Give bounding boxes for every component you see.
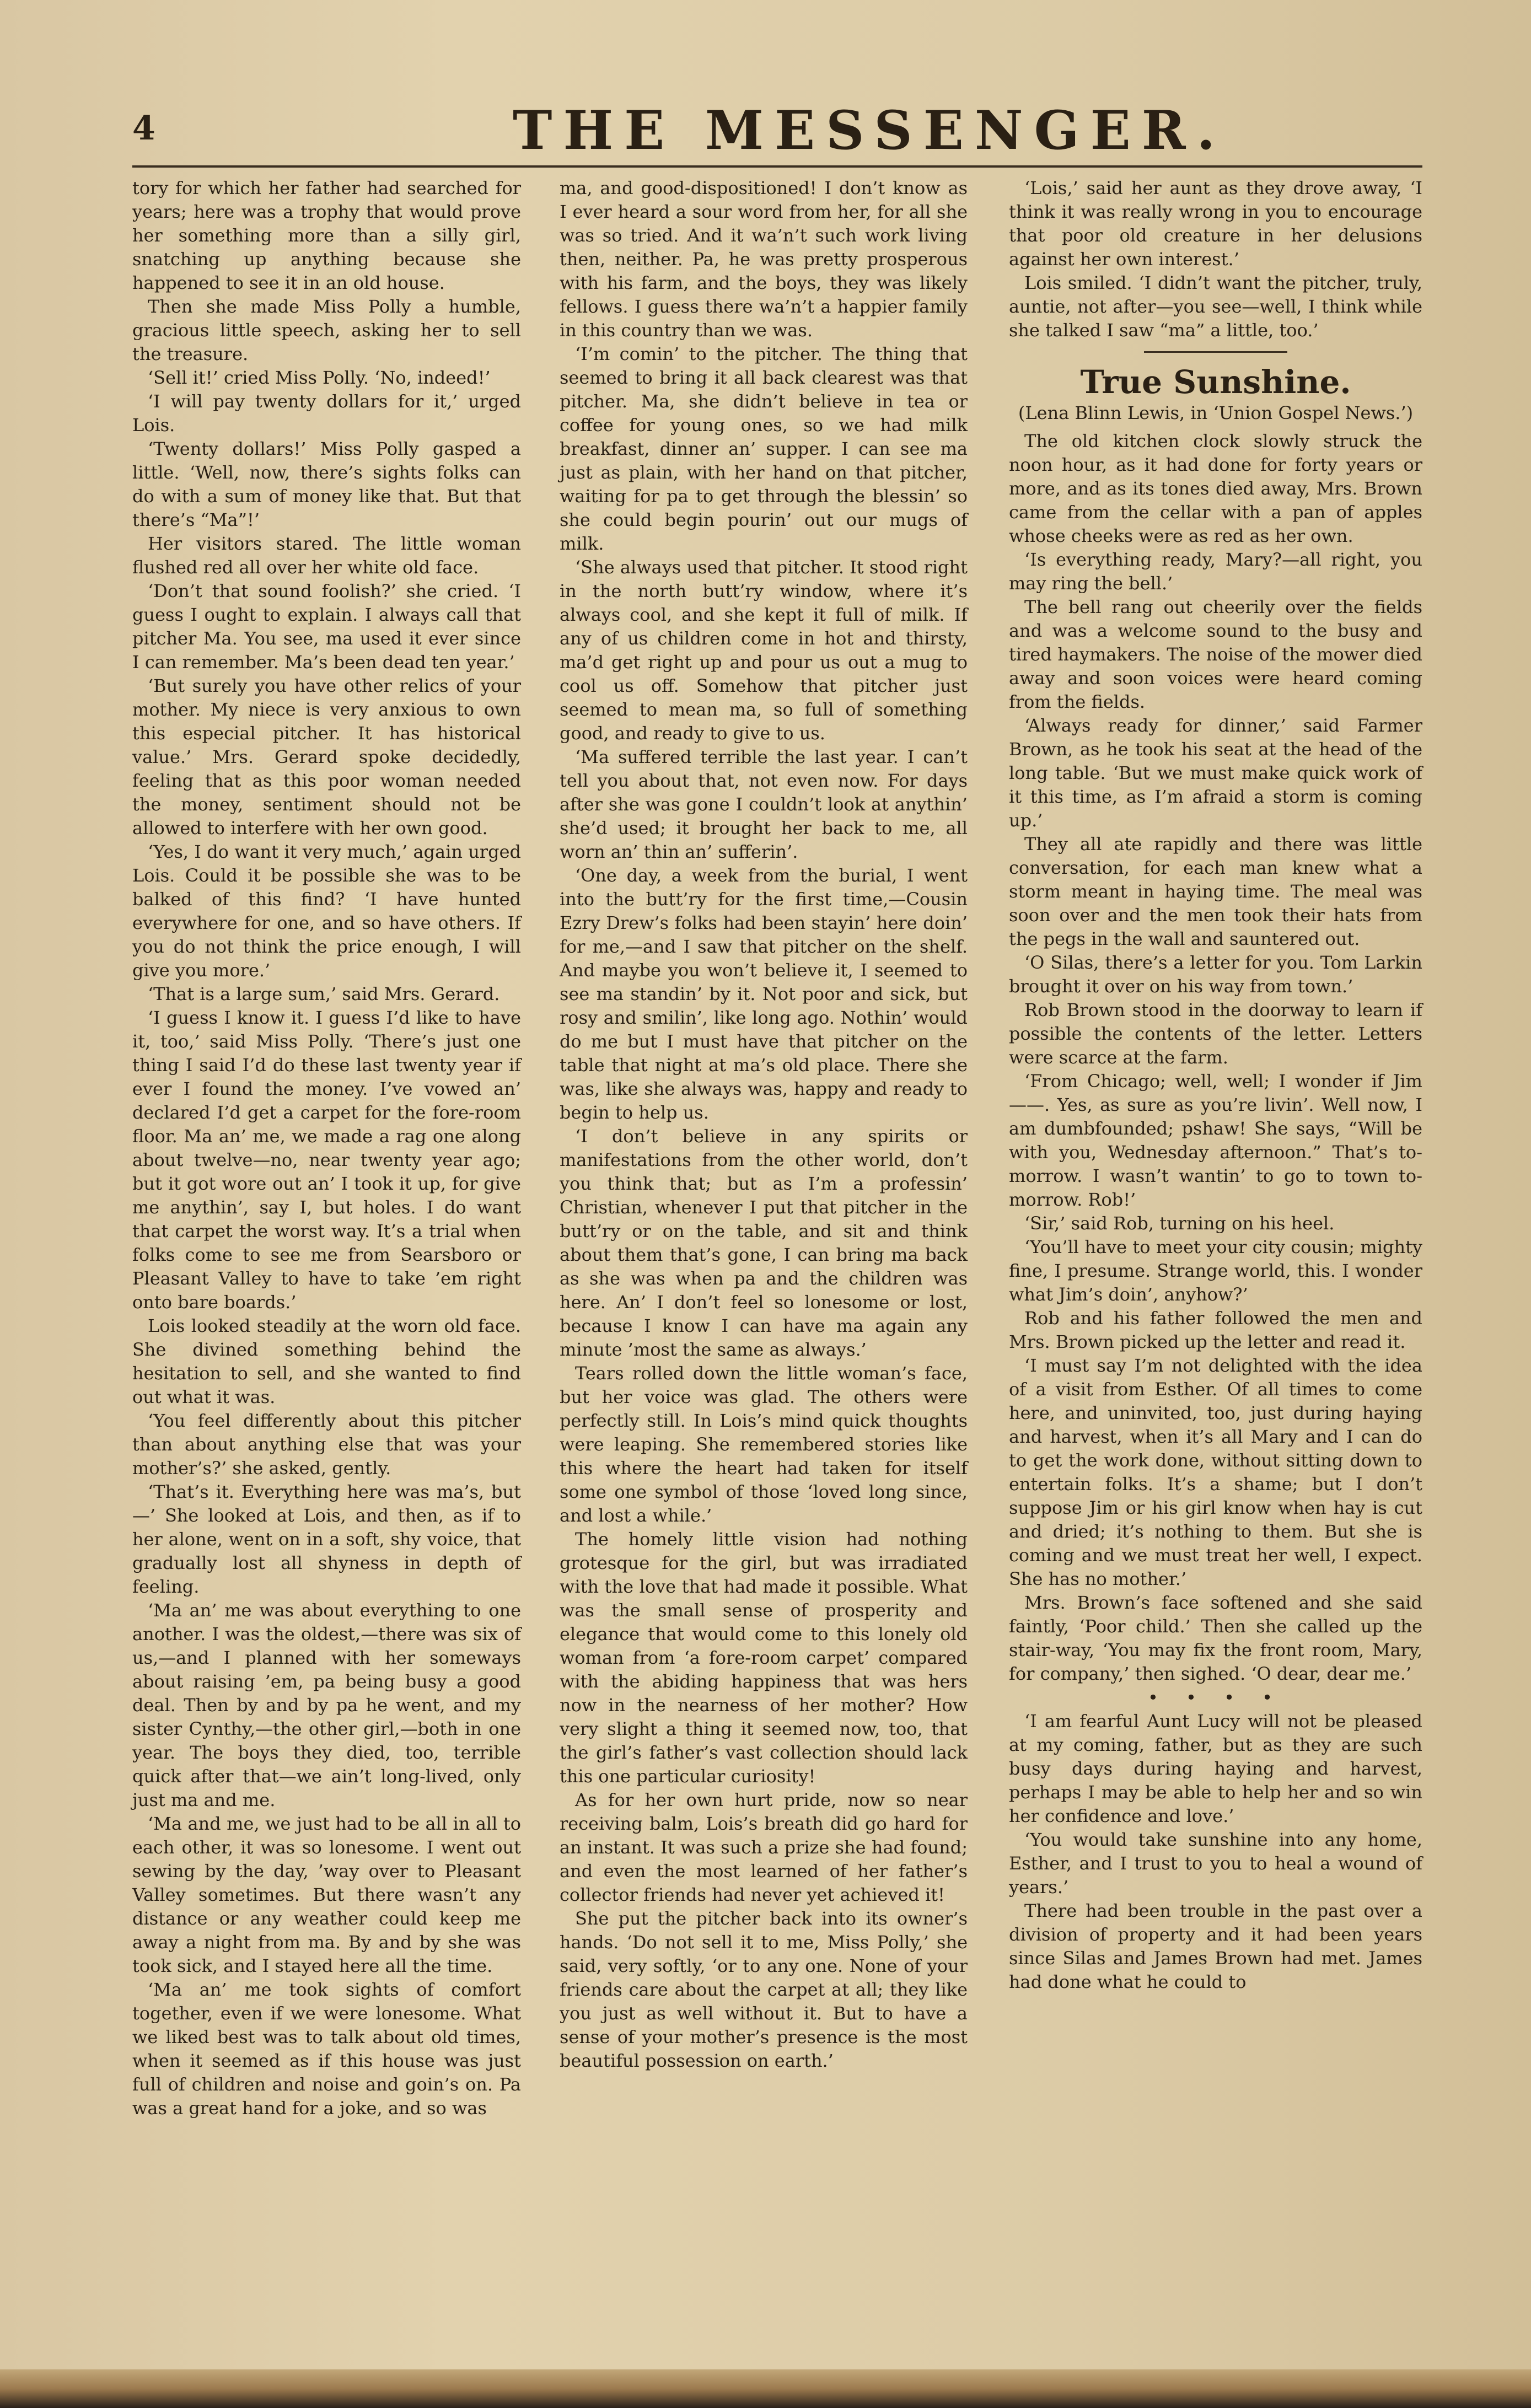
page-number: 4: [132, 109, 155, 148]
paragraph: ‘That’s it. Everything here was ma’s, but—’ She looked at Lois, and then, as if to her alone, went on in a soft, shy voice, that gradually lost all shyness in depth of feeling.: [132, 1481, 521, 1597]
paragraph: ‘I must say I’m not delighted with the idea of a visit from Esther. Of all times to come here, and uninvited, too, just during haying and harvest, when it’s all Mary and I can do to get the work done, without sitting down to entertain folks. It’s a shame; but I don’t suppose Jim or his girl know when hay is cut and dried; it’s nothing to them. But she is coming and we must treat her well, I expect. She has no mother.’: [1009, 1355, 1422, 1589]
paragraph: ‘O Silas, there’s a letter for you. Tom Larkin brought it over on his way from town.’: [1009, 952, 1422, 997]
paragraph: ‘That is a large sum,’ said Mrs. Gerard.: [148, 983, 500, 1004]
paragraph: ‘I will pay twenty dollars for it,’ urged Lois.: [132, 391, 521, 436]
paragraph: The bell rang out cheerily over the fields and was a welcome sound to the busy and tired haymakers. The noise of the mower died away and soon voices were heard coming from the fields.: [1009, 596, 1422, 712]
paragraph: ‘Is everything ready, Mary?—all right, you may ring the bell.’: [1009, 549, 1422, 594]
paragraph: Rob and his father followed the men and Mrs. Brown picked up the letter and read it.: [1009, 1308, 1422, 1352]
paragraph: ma, and good-dispositioned! I don’t know as I ever heard a sour word from her, for all she was so tried. And it wa’n’t such work living then, neither. Pa, he was pretty prosperous with his farm, and the boys, they was likely fellows. I guess there wa’n’t a happier family in this country than we was.: [560, 178, 968, 341]
paragraph: They all ate rapidly and there was little conversation, for each man knew what a storm meant in haying time. The meal was soon over and the men took their hats from the pegs in the wall and sauntered out.: [1009, 834, 1422, 949]
paragraph: ‘Ma suffered terrible the last year. I can’t tell you about that, not even now. For days after she was gone I couldn’t look at anythin’ she’d used; it brought her back to me, all worn an’ thin an’ sufferin’.: [560, 746, 968, 862]
section-separator: • • • •: [1147, 1687, 1283, 1708]
page-bottom-edge: [0, 2369, 1531, 2408]
paragraph: ‘You feel differently about this pitcher than about anything else that was your mother’s?’ she asked, gently.: [132, 1410, 521, 1479]
paragraph: Mrs. Brown’s face softened and she said faintly, ‘Poor child.’ Then she called up the stair-way, ‘You may fix the front room, Mary, for company,’ then sighed. ‘O dear, dear me.’: [1009, 1592, 1422, 1684]
paragraph: ‘Twenty dollars!’ Miss Polly gasped a little. ‘Well, now, there’s sights folks can do with a sum of money like that. But that there’s “Ma”!’: [132, 438, 521, 530]
paragraph: Her visitors stared. The little woman flushed red all over her white old face.: [132, 533, 521, 578]
column-3: [1009, 176, 1422, 1994]
paragraph: ‘Sir,’ said Rob, turning on his heel.: [1024, 1213, 1335, 1234]
paragraph: tory for which her father had searched for years; here was a trophy that would prove her something more than a silly girl, snatching up anything because she happened to see it in an old house.: [132, 178, 521, 293]
paragraph: She put the pitcher back into its owner’s hands. ‘Do not sell it to me, Miss Polly,’ she said, very softly, ‘or to any one. None of your friends care about the carpet at all; they like you just as well without it. But to have a sense of your mother’s presence is the most beautiful possession on earth.’: [560, 1908, 968, 2071]
paragraph: ‘Sell it!’ cried Miss Polly. ‘No, indeed!’: [148, 367, 491, 388]
paragraph: ‘Ma an’ me was about everything to one another. I was the oldest,—there was six of us,—and I planned with her someways about raising ’em, pa being busy a good deal. Then by and by pa he went, and my sister Cynthy,—the other girl,—both in one year. The boys they died, too, terrible quick after that—we ain’t long-lived, only just ma and me.: [132, 1600, 521, 1810]
column-1: [132, 176, 521, 2120]
article-byline: (Lena Blinn Lewis, in ‘Union Gospel News.’): [1018, 402, 1414, 423]
article-divider: [1144, 351, 1287, 353]
paragraph: Then she made Miss Polly a humble, gracious little speech, asking her to sell the treasure.: [132, 296, 521, 364]
paragraph: ‘But surely you have other relics of your mother. My niece is very anxious to own this especial pitcher. It has historical value.’ Mrs. Gerard spoke decidedly, feeling that as this poor woman needed the money, sentiment should not be allowed to interfere with her own good.: [132, 675, 521, 839]
paragraph: Rob Brown stood in the doorway to learn if possible the contents of the letter. Letters were scarce at the farm.: [1009, 999, 1422, 1068]
article-title: True Sunshine.: [1080, 363, 1351, 401]
paragraph: ‘Yes, I do want it very much,’ again urged Lois. Could it be possible she was to be balked of this find? ‘I have hunted everywhere for one, and so have others. If you do not think the price enough, I will give you more.’: [132, 841, 521, 981]
paragraph: ‘I don’t believe in any spirits or manifestations from the other world, don’t you think that; but as I’m a professin’ Christian, whenever I put that pitcher in the butt’ry or on the table, and sit and think about them that’s gone, I can bring ma back as she was when pa and the children was here. An’ I don’t feel so lonesome or lost, because I know I can have ma again any minute ’most the same as always.’: [560, 1126, 968, 1360]
paragraph: Lois looked steadily at the worn old face. She divined something behind the hesitation to sell, and she wanted to find out what it was.: [132, 1315, 521, 1407]
paragraph: ‘Ma an’ me took sights of comfort together, even if we were lonesome. What we liked best was to talk about old times, when it seemed as if this house was just full of children and noise and goin’s on. Pa was a great hand for a joke, and so was: [132, 1979, 521, 2119]
paragraph: There had been trouble in the past over a division of property and it had been years since Silas and James Brown had met. James had done what he could to: [1009, 1900, 1422, 1992]
masthead: [132, 99, 1455, 171]
paragraph: ‘She always used that pitcher. It stood right in the north butt’ry window, where it’s always cool, and she kept it full of milk. If any of us children come in hot and thirsty, ma’d get right up and pour us out a mug to cool us off. Somehow that pitcher just seemed to mean ma, so full of something good, and ready to give to us.: [560, 557, 968, 744]
paragraph: As for her own hurt pride, now so near receiving balm, Lois’s breath did go hard for an instant. It was such a prize she had found; and even the most learned of her father’s collector friends had never yet achieved it!: [560, 1789, 968, 1905]
paragraph: The homely little vision had nothing grotesque for the girl, but was irradiated with the love that had made it possible. What was the small sense of prosperity and elegance that would come to this lonely old woman from ‘a fore-room carpet’ compared with the abiding happiness that was hers now in the nearness of her mother? How very slight a thing it seemed now, too, that the girl’s father’s vast collection should lack this one particular curiosity!: [560, 1529, 968, 1787]
header-rule: [132, 165, 1422, 168]
paragraph: ‘From Chicago; well, well; I wonder if Jim——. Yes, as sure as you’re livin’. Well now, I am dumbfounded; pshaw! She says, “Will be with you, Wednesday afternoon.” That’s to-morrow. I wasn’t wantin’ to go to town to-morrow. Rob!’: [1009, 1071, 1422, 1210]
paragraph: The old kitchen clock slowly struck the noon hour, as it had done for forty years or more, and as its tones died away, Mrs. Brown came from the cellar with a pan of apples whose cheeks were as red as her own.: [1009, 431, 1422, 546]
paragraph: ‘You’ll have to meet your city cousin; mighty fine, I presume. Strange world, this. I wonder what Jim’s doin’, anyhow?’: [1009, 1237, 1422, 1305]
paragraph: ‘I am fearful Aunt Lucy will not be pleased at my coming, father, but as they are such busy days during haying and harvest, perhaps I may be able to help her and so win her confidence and love.’: [1009, 1711, 1422, 1826]
paragraph: ‘I’m comin’ to the pitcher. The thing that seemed to bring it all back clearest was that pitcher. Ma, she didn’t believe in tea or coffee for young ones, so we had milk breakfast, dinner an’ supper. I can see ma just as plain, with her hand on that pitcher, waiting for pa to get through the blessin’ so she could begin pourin’ out our mugs of milk.: [560, 343, 968, 554]
paragraph: ‘I guess I know it. I guess I’d like to have it, too,’ said Miss Polly. ‘There’s just one thing I said I’d do these last twenty year if ever I found the money. I’ve vowed an’ declared I’d get a carpet for the fore-room floor. Ma an’ me, we made a rag one along about twelve—no, near twenty year ago; but it got wore out an’ I took it up, for give me anythin’, say I, but holes. I do want that carpet the worst way. It’s a trial when folks come to see me from Searsboro or Pleasant Valley to have to take ’em right onto bare boards.’: [132, 1007, 521, 1313]
paragraph: Tears rolled down the little woman’s face, but her voice was glad. The others were perfectly still. In Lois’s mind quick thoughts were leaping. She remembered stories like this where the heart had taken for itself some one symbol of those ‘loved long since, and lost a while.’: [560, 1363, 968, 1526]
paragraph: ‘You would take sunshine into any home, Esther, and I trust to you to heal a wound of years.’: [1009, 1829, 1422, 1898]
paragraph: ‘Lois,’ said her aunt as they drove away, ‘I think it was really wrong in you to encourage that poor old creature in her delusions against her own interest.’: [1009, 178, 1422, 270]
paragraph: Lois smiled. ‘I didn’t want the pitcher, truly, auntie, not after—you see—well, I think while she talked I saw “ma” a little, too.’: [1009, 272, 1422, 341]
newspaper-title: THE MESSENGER.: [513, 99, 1226, 162]
paragraph: ‘One day, a week from the burial, I went into the butt’ry for the first time,—Cousin Ezry Drew’s folks had been stayin’ here doin’ for me,—and I saw that pitcher on the shelf. And maybe you won’t believe it, I seemed to see ma standin’ by it. Not poor and sick, but rosy and smilin’, like long ago. Nothin’ would do me but I must have that pitcher on the table that night at ma’s old place. There she was, like she always was, happy and ready to begin to help us.: [560, 865, 968, 1123]
paragraph: ‘Don’t that sound foolish?’ she cried. ‘I guess I ought to explain. I always call that pitcher Ma. You see, ma used it ever since I can remember. Ma’s been dead ten year.’: [132, 580, 521, 673]
paragraph: ‘Ma and me, we just had to be all in all to each other, it was so lonesome. I went out sewing by the day, ’way over to Pleasant Valley sometimes. But there wasn’t any distance or any weather could keep me away a night from ma. By and by she was took sick, and I stayed here all the time.: [132, 1813, 521, 1976]
paragraph: ‘Always ready for dinner,’ said Farmer Brown, as he took his seat at the head of the long table. ‘But we must make quick work of it this time, as I’m afraid a storm is coming up.’: [1009, 715, 1422, 831]
column-2: [560, 176, 968, 2073]
